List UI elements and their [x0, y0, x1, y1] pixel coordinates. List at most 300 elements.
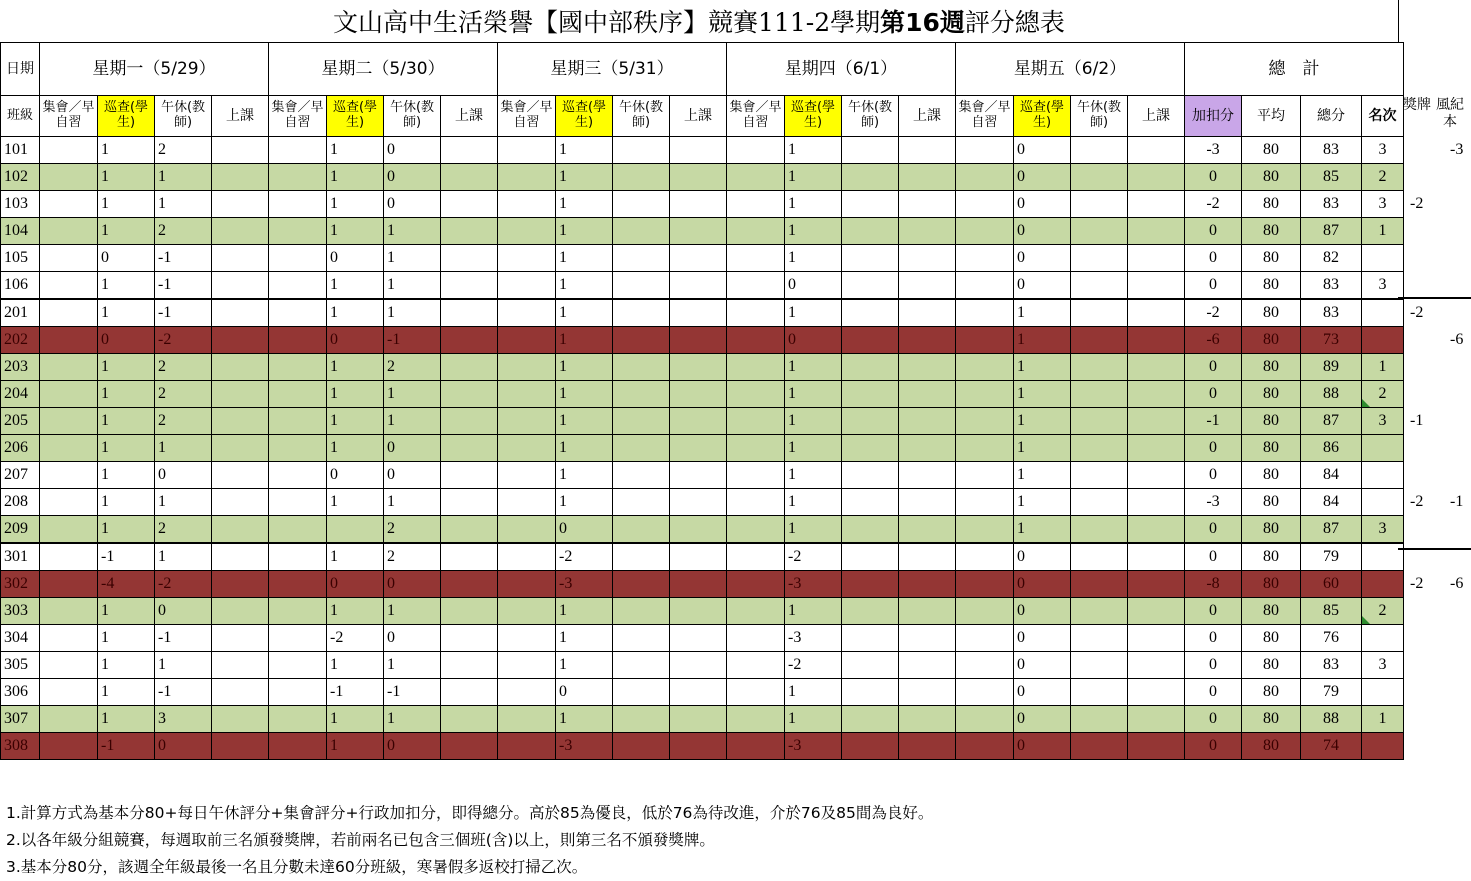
score-cell-noon	[842, 354, 899, 381]
total-score: 73	[1301, 327, 1362, 354]
table-row	[1, 137, 1404, 164]
score-cell-assembly	[269, 137, 327, 164]
class-number: 205	[1, 408, 40, 435]
score-cell-class	[670, 137, 727, 164]
subheader-noon-1: 午休(教師)	[384, 96, 441, 137]
score-cell-class	[212, 543, 269, 571]
score-cell-assembly	[269, 245, 327, 272]
score-cell-noon: -1	[155, 272, 212, 300]
score-cell-patrol: 1	[98, 272, 155, 300]
score-cell-assembly	[727, 272, 785, 300]
score-cell-noon: -1	[155, 299, 212, 327]
score-cell-noon	[1071, 435, 1128, 462]
score-cell-class	[670, 679, 727, 706]
score-cell-class	[1128, 272, 1185, 300]
score-cell-noon: 0	[384, 733, 441, 760]
score-cell-noon: 1	[384, 706, 441, 733]
score-cell-class	[1128, 598, 1185, 625]
average-score: 80	[1242, 625, 1301, 652]
score-cell-class	[899, 164, 956, 191]
score-cell-assembly	[498, 543, 556, 571]
table-row	[1, 164, 1404, 191]
score-cell-assembly	[498, 272, 556, 300]
score-cell-class	[1128, 462, 1185, 489]
score-cell-noon	[613, 245, 670, 272]
score-cell-noon: 1	[155, 652, 212, 679]
score-cell-noon	[842, 299, 899, 327]
score-cell-patrol: 1	[327, 381, 384, 408]
score-cell-class	[212, 435, 269, 462]
average-score: 80	[1242, 516, 1301, 544]
score-cell-patrol: 1	[785, 354, 842, 381]
subheader-assembly-1: 集會／早自習	[269, 96, 327, 137]
score-cell-class	[441, 327, 498, 354]
average-score: 80	[1242, 408, 1301, 435]
score-cell-class	[1128, 327, 1185, 354]
score-cell-class	[441, 462, 498, 489]
score-cell-patrol: 1	[327, 733, 384, 760]
score-cell-assembly	[498, 408, 556, 435]
notes	[6, 800, 933, 881]
total-score: 83	[1301, 191, 1362, 218]
score-cell-noon: 1	[384, 381, 441, 408]
total-score: 84	[1301, 489, 1362, 516]
score-cell-assembly	[40, 543, 98, 571]
score-cell-noon	[1071, 489, 1128, 516]
score-cell-assembly	[269, 218, 327, 245]
score-cell-patrol: 1	[556, 408, 613, 435]
class-number: 207	[1, 462, 40, 489]
score-cell-noon	[613, 327, 670, 354]
adjust-score: 0	[1185, 733, 1242, 760]
score-cell-patrol: 0	[1014, 625, 1071, 652]
score-cell-patrol: 1	[785, 218, 842, 245]
score-cell-patrol: 0	[327, 571, 384, 598]
score-cell-assembly	[727, 435, 785, 462]
rank-cell	[1362, 679, 1404, 706]
score-cell-assembly	[40, 272, 98, 300]
score-cell-patrol: 0	[1014, 137, 1071, 164]
subheader-class-4: 上課	[1128, 96, 1185, 137]
average-score: 80	[1242, 489, 1301, 516]
adjust-score: 0	[1185, 706, 1242, 733]
score-cell-assembly	[956, 272, 1014, 300]
score-cell-patrol: 1	[98, 652, 155, 679]
total-score: 85	[1301, 164, 1362, 191]
score-cell-noon	[1071, 571, 1128, 598]
score-cell-noon	[1071, 543, 1128, 571]
subheader-class-0: 上課	[212, 96, 269, 137]
score-cell-noon: 1	[384, 652, 441, 679]
score-cell-patrol: 0	[556, 516, 613, 544]
score-cell-patrol: 1	[556, 299, 613, 327]
table-row	[1, 625, 1404, 652]
date-label: 日期	[1, 43, 40, 96]
score-cell-patrol: 0	[327, 245, 384, 272]
score-cell-patrol: 1	[556, 652, 613, 679]
score-cell-assembly	[727, 218, 785, 245]
score-cell-class	[1128, 299, 1185, 327]
score-cell-patrol: 0	[1014, 218, 1071, 245]
total-score: 85	[1301, 598, 1362, 625]
score-cell-noon	[613, 571, 670, 598]
average-score: 80	[1242, 435, 1301, 462]
class-number: 202	[1, 327, 40, 354]
score-cell-assembly	[956, 706, 1014, 733]
score-cell-noon	[613, 381, 670, 408]
grade-divider-7	[1398, 297, 1471, 299]
score-cell-noon	[613, 191, 670, 218]
score-cell-noon	[613, 543, 670, 571]
score-cell-class	[441, 543, 498, 571]
adjust-score: 0	[1185, 625, 1242, 652]
page-title	[0, 0, 1398, 42]
score-cell-noon	[1071, 706, 1128, 733]
subheader-average: 平均	[1242, 96, 1301, 137]
score-cell-assembly	[40, 408, 98, 435]
score-cell-patrol: 1	[556, 381, 613, 408]
score-cell-assembly	[727, 245, 785, 272]
score-cell-class	[1128, 679, 1185, 706]
score-cell-patrol: 1	[327, 299, 384, 327]
score-cell-noon	[842, 218, 899, 245]
class-number: 305	[1, 652, 40, 679]
score-cell-assembly	[269, 598, 327, 625]
score-cell-class	[670, 625, 727, 652]
rank-cell	[1362, 625, 1404, 652]
score-cell-assembly	[727, 679, 785, 706]
score-cell-patrol: 1	[98, 435, 155, 462]
score-cell-noon	[1071, 381, 1128, 408]
score-cell-class	[441, 435, 498, 462]
score-cell-class	[670, 652, 727, 679]
score-cell-patrol	[327, 516, 384, 544]
score-cell-assembly	[727, 462, 785, 489]
score-cell-patrol: -4	[98, 571, 155, 598]
rank-cell: 3	[1362, 137, 1404, 164]
score-cell-assembly	[269, 625, 327, 652]
score-cell-assembly	[269, 381, 327, 408]
score-cell-patrol: 1	[327, 652, 384, 679]
score-cell-patrol: 1	[1014, 381, 1071, 408]
score-cell-class	[212, 625, 269, 652]
score-cell-class	[441, 489, 498, 516]
table-row	[1, 679, 1404, 706]
score-cell-class	[670, 598, 727, 625]
score-cell-patrol: 1	[556, 706, 613, 733]
score-cell-assembly	[269, 191, 327, 218]
score-cell-assembly	[956, 733, 1014, 760]
adjust-score: 0	[1185, 543, 1242, 571]
total-score: 87	[1301, 218, 1362, 245]
score-cell-class	[441, 299, 498, 327]
subheader-assembly-2: 集會／早自習	[498, 96, 556, 137]
subheader-class-1: 上課	[441, 96, 498, 137]
rank-cell	[1362, 435, 1404, 462]
score-cell-patrol: 0	[1014, 191, 1071, 218]
table-row	[1, 218, 1404, 245]
score-cell-assembly	[498, 706, 556, 733]
adjust-score: -2	[1185, 191, 1242, 218]
score-cell-class	[899, 516, 956, 544]
table-row	[1, 462, 1404, 489]
score-cell-patrol: 1	[556, 354, 613, 381]
score-cell-class	[899, 625, 956, 652]
score-cell-class	[1128, 245, 1185, 272]
score-cell-assembly	[498, 137, 556, 164]
score-cell-noon	[842, 598, 899, 625]
score-cell-assembly	[956, 625, 1014, 652]
score-cell-assembly	[956, 516, 1014, 544]
adjust-score: -8	[1185, 571, 1242, 598]
adjust-score: 0	[1185, 598, 1242, 625]
class-number: 301	[1, 543, 40, 571]
score-cell-patrol: 0	[1014, 543, 1071, 571]
score-cell-patrol: 1	[327, 408, 384, 435]
score-cell-class	[441, 354, 498, 381]
score-cell-class	[899, 245, 956, 272]
day-header-mon: 星期一（5/29）	[40, 43, 269, 96]
score-cell-class	[670, 571, 727, 598]
score-cell-noon: 1	[155, 164, 212, 191]
score-cell-patrol: 1	[98, 706, 155, 733]
score-cell-class	[1128, 381, 1185, 408]
score-cell-noon	[613, 733, 670, 760]
table-row	[1, 652, 1404, 679]
score-cell-noon	[613, 435, 670, 462]
total-score: 86	[1301, 435, 1362, 462]
medal-value: -2	[1410, 575, 1424, 592]
total-score: 88	[1301, 381, 1362, 408]
table-row	[1, 543, 1404, 571]
rank-cell: 3	[1362, 191, 1404, 218]
score-cell-patrol: 0	[1014, 706, 1071, 733]
score-cell-noon	[613, 679, 670, 706]
score-cell-patrol: 0	[785, 327, 842, 354]
score-cell-patrol: 1	[327, 435, 384, 462]
score-cell-patrol: 1	[98, 191, 155, 218]
rank-cell	[1362, 327, 1404, 354]
score-cell-class	[1128, 408, 1185, 435]
subheader-noon-3: 午休(教師)	[842, 96, 899, 137]
subheader-class-3: 上課	[899, 96, 956, 137]
score-cell-patrol: 1	[556, 435, 613, 462]
score-cell-class	[899, 543, 956, 571]
table-row	[1, 733, 1404, 760]
score-cell-assembly	[956, 137, 1014, 164]
score-cell-assembly	[956, 571, 1014, 598]
score-cell-assembly	[727, 327, 785, 354]
day-header-tue: 星期二（5/30）	[269, 43, 498, 96]
discipline-book-value: -1	[1450, 493, 1464, 510]
score-cell-noon: 0	[155, 598, 212, 625]
score-cell-noon	[842, 191, 899, 218]
rank-cell: 3	[1362, 516, 1404, 544]
score-cell-patrol: 1	[785, 245, 842, 272]
score-cell-patrol: 1	[98, 381, 155, 408]
score-cell-noon	[1071, 598, 1128, 625]
score-cell-assembly	[727, 733, 785, 760]
score-cell-noon	[1071, 679, 1128, 706]
score-cell-noon	[1071, 733, 1128, 760]
score-cell-class	[212, 245, 269, 272]
subheader-patrol-2: 巡查(學生)	[556, 96, 613, 137]
score-cell-patrol: 1	[1014, 435, 1071, 462]
score-cell-noon	[842, 625, 899, 652]
score-cell-assembly	[269, 435, 327, 462]
class-number: 208	[1, 489, 40, 516]
average-score: 80	[1242, 191, 1301, 218]
score-cell-patrol: 0	[1014, 598, 1071, 625]
score-cell-noon: 2	[155, 408, 212, 435]
score-cell-assembly	[40, 489, 98, 516]
score-cell-class	[441, 137, 498, 164]
score-cell-assembly	[40, 625, 98, 652]
score-cell-patrol: 0	[327, 462, 384, 489]
score-cell-class	[899, 272, 956, 300]
score-cell-patrol: 1	[98, 462, 155, 489]
score-cell-noon	[1071, 462, 1128, 489]
score-cell-assembly	[40, 435, 98, 462]
rank-cell: 1	[1362, 218, 1404, 245]
class-number: 101	[1, 137, 40, 164]
score-cell-patrol: 1	[327, 543, 384, 571]
score-cell-patrol: 1	[785, 462, 842, 489]
score-cell-patrol: 1	[98, 679, 155, 706]
total-score: 88	[1301, 706, 1362, 733]
score-cell-patrol: -3	[785, 571, 842, 598]
score-cell-assembly	[40, 191, 98, 218]
total-score: 79	[1301, 543, 1362, 571]
adjust-score: -6	[1185, 327, 1242, 354]
rank-cell: 2	[1362, 381, 1404, 408]
score-cell-assembly	[269, 462, 327, 489]
score-cell-class	[670, 516, 727, 544]
score-cell-patrol: 0	[327, 327, 384, 354]
subheader-assembly-3: 集會／早自習	[727, 96, 785, 137]
score-cell-class	[441, 164, 498, 191]
score-cell-patrol: -1	[98, 543, 155, 571]
score-cell-noon: 0	[384, 164, 441, 191]
score-cell-assembly	[956, 191, 1014, 218]
adjust-score: -3	[1185, 489, 1242, 516]
score-cell-noon	[842, 462, 899, 489]
class-number: 104	[1, 218, 40, 245]
score-cell-class	[441, 625, 498, 652]
score-cell-noon	[842, 245, 899, 272]
score-cell-class	[1128, 543, 1185, 571]
average-score: 80	[1242, 571, 1301, 598]
adjust-score: 0	[1185, 652, 1242, 679]
medal-value: -1	[1410, 412, 1424, 429]
rank-cell: 3	[1362, 272, 1404, 300]
score-cell-assembly	[956, 598, 1014, 625]
score-cell-assembly	[727, 598, 785, 625]
score-cell-patrol: 1	[98, 137, 155, 164]
score-cell-noon	[842, 679, 899, 706]
table-row	[1, 191, 1404, 218]
score-cell-patrol: 1	[1014, 354, 1071, 381]
score-cell-patrol: 1	[1014, 299, 1071, 327]
total-score: 79	[1301, 679, 1362, 706]
score-cell-noon: 2	[155, 218, 212, 245]
score-cell-class	[1128, 218, 1185, 245]
score-cell-noon: 2	[384, 516, 441, 544]
adjust-score: -2	[1185, 299, 1242, 327]
score-cell-assembly	[727, 137, 785, 164]
average-score: 80	[1242, 679, 1301, 706]
rank-cell	[1362, 245, 1404, 272]
score-cell-class	[212, 598, 269, 625]
score-cell-patrol: 1	[785, 598, 842, 625]
score-cell-class	[899, 327, 956, 354]
score-cell-patrol: 0	[1014, 652, 1071, 679]
score-cell-class	[441, 381, 498, 408]
adjust-score: -3	[1185, 137, 1242, 164]
score-cell-patrol: 0	[1014, 571, 1071, 598]
score-cell-class	[899, 408, 956, 435]
score-cell-class	[212, 191, 269, 218]
score-cell-noon: 3	[155, 706, 212, 733]
score-cell-noon	[613, 652, 670, 679]
subheader-assembly-4: 集會／早自習	[956, 96, 1014, 137]
medal-value: -2	[1410, 493, 1424, 510]
score-cell-class	[212, 137, 269, 164]
score-cell-noon	[842, 408, 899, 435]
total-score: 60	[1301, 571, 1362, 598]
score-cell-class	[670, 327, 727, 354]
score-cell-patrol: 0	[1014, 679, 1071, 706]
score-cell-assembly	[40, 218, 98, 245]
average-score: 80	[1242, 327, 1301, 354]
score-cell-patrol: 1	[556, 598, 613, 625]
average-score: 80	[1242, 299, 1301, 327]
score-cell-assembly	[727, 543, 785, 571]
day-header-thu: 星期四（6/1）	[727, 43, 956, 96]
score-cell-patrol: -2	[785, 543, 842, 571]
average-score: 80	[1242, 137, 1301, 164]
score-cell-patrol: 1	[556, 218, 613, 245]
score-cell-class	[899, 489, 956, 516]
score-cell-patrol: 1	[98, 489, 155, 516]
score-cell-assembly	[40, 137, 98, 164]
average-score: 80	[1242, 462, 1301, 489]
rank-cell: 1	[1362, 354, 1404, 381]
score-cell-noon	[1071, 299, 1128, 327]
adjust-score: 0	[1185, 245, 1242, 272]
score-cell-assembly	[498, 489, 556, 516]
table-row	[1, 299, 1404, 327]
score-cell-noon: 1	[384, 598, 441, 625]
total-score: 87	[1301, 408, 1362, 435]
score-cell-assembly	[269, 571, 327, 598]
header-row-days	[1, 43, 1404, 96]
score-cell-class	[212, 679, 269, 706]
adjust-score: 0	[1185, 218, 1242, 245]
rank-cell: 1	[1362, 706, 1404, 733]
score-cell-noon	[1071, 327, 1128, 354]
score-cell-class	[441, 571, 498, 598]
score-cell-assembly	[269, 299, 327, 327]
class-number: 302	[1, 571, 40, 598]
score-cell-noon: -1	[384, 327, 441, 354]
score-cell-assembly	[269, 354, 327, 381]
score-cell-noon: 1	[384, 272, 441, 300]
score-cell-assembly	[956, 679, 1014, 706]
score-cell-noon	[842, 489, 899, 516]
score-cell-assembly	[269, 543, 327, 571]
title-right-border	[1398, 0, 1399, 42]
